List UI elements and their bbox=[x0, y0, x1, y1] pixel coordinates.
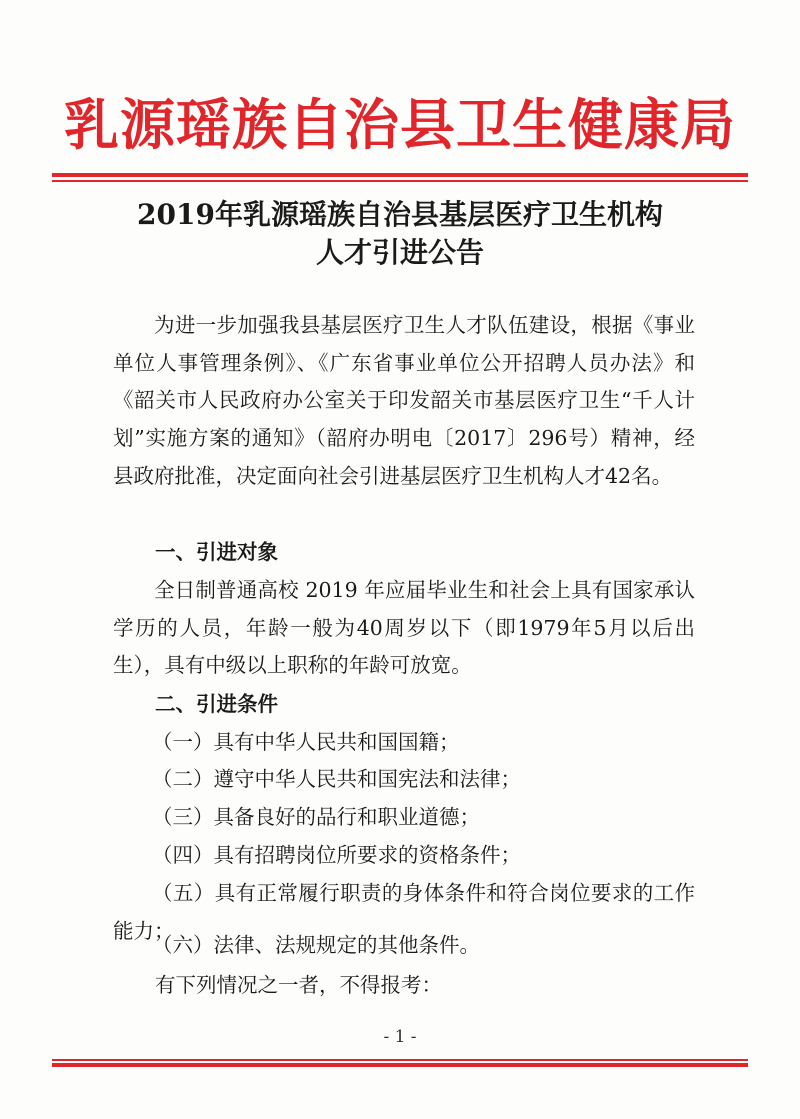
footer-rule-thin bbox=[52, 1059, 748, 1061]
header-rule-thin bbox=[52, 180, 748, 182]
section2-heading: 二、引进条件 bbox=[155, 692, 278, 716]
page-number: - 1 - bbox=[383, 1027, 417, 1047]
condition-item: （四）具有招聘岗位所要求的资格条件； bbox=[152, 843, 521, 867]
issuer-masthead: 乳源瑶族自治县卫生健康局 bbox=[63, 92, 736, 157]
notice-title-line2: 人才引进公告 bbox=[315, 236, 484, 269]
exclusion-lead: 有下列情况之一者，不得报考： bbox=[155, 973, 442, 997]
condition-item: （二）遵守中华人民共和国宪法和法律； bbox=[152, 767, 521, 791]
header-rule-thick bbox=[52, 173, 748, 177]
intro-paragraph: 为进一步加强我县基层医疗卫生人才队伍建设，根据《事业单位人事管理条例》、《广东省事业单位公开招聘人员办法》和《韶关市人民政府办公室关于印发韶关市基层医疗卫生“千人计划”实施方案的通知》（韶府办明电〔2017〕296号）精神，经县政府批准，决定面向社会引进基层医疗卫生机构人才42名。 bbox=[113, 313, 695, 488]
footer-rule-thick bbox=[52, 1063, 748, 1067]
section1-body: 全日制普通高校 2019 年应届毕业生和社会上具有国家承认学历的人员，年龄一般为40周岁以下（即1979年5月以后出生），具有中级以上职称的年龄可放宽。 bbox=[113, 578, 695, 678]
condition-item: （三）具备良好的品行和职业道德； bbox=[152, 805, 480, 829]
condition-item: （六）法律、法规规定的其他条件。 bbox=[152, 933, 480, 957]
condition-item: （一）具有中华人民共和国国籍； bbox=[152, 730, 460, 754]
condition-item: （五）具有正常履行职责的身体条件和符合岗位要求的工作能力； bbox=[113, 881, 695, 943]
section1-heading: 一、引进对象 bbox=[155, 540, 278, 564]
notice-title-line1: 2019年乳源瑶族自治县基层医疗卫生机构 bbox=[137, 198, 663, 231]
